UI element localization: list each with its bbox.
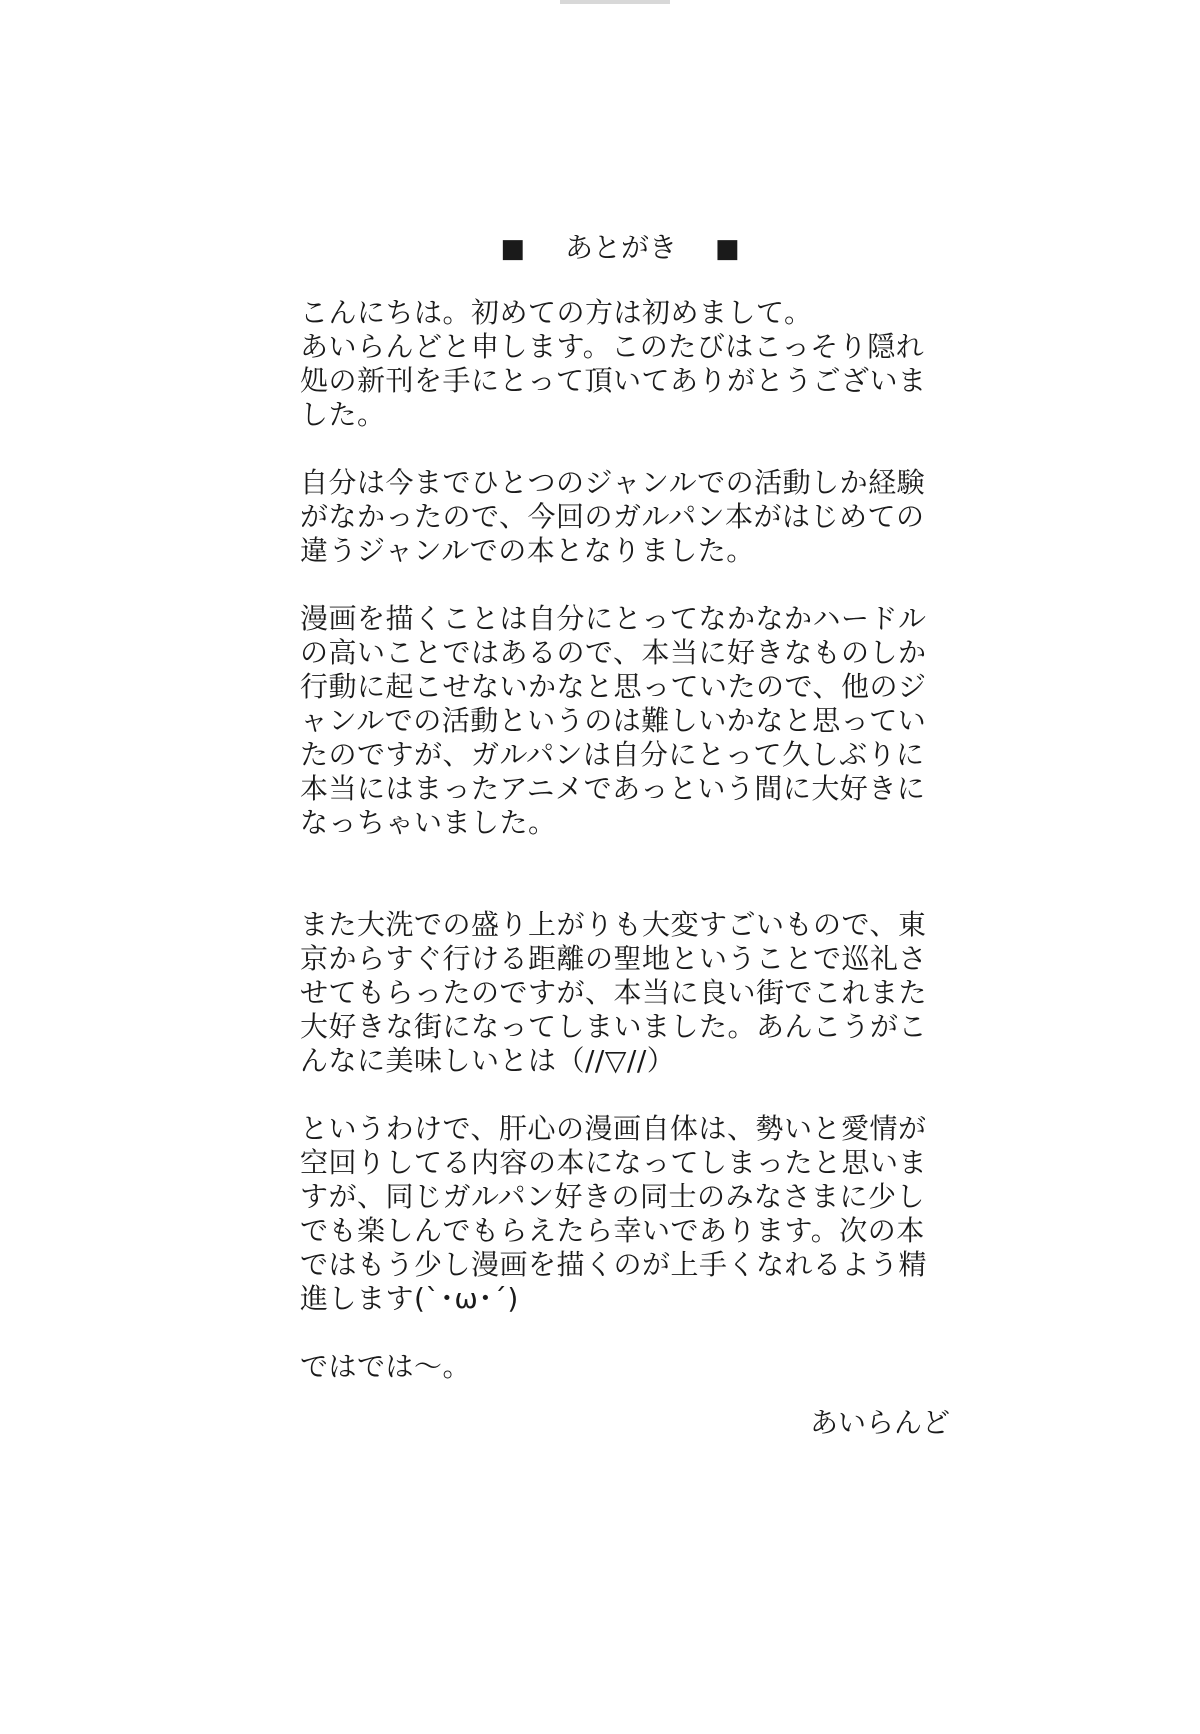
text-line: 本当にはまったアニメであっという間に大好きに: [300, 772, 926, 805]
afterword-body: [300, 296, 945, 1384]
text-line: 行動に起こせないかなと思っていたので、他のジ: [300, 670, 927, 703]
text-line: 京からすぐ行ける距離の聖地ということで巡礼さ: [300, 942, 928, 975]
right-square-mark: ■: [715, 234, 740, 264]
text-line: なっちゃいました。: [300, 806, 557, 839]
text-line: の高いことではあるので、本当に好きなものしか: [300, 636, 927, 669]
text-line: すが、同じガルパン好きの同士のみなさまに少し: [300, 1180, 926, 1213]
text-line: でも楽しんでもらえたら幸いであります。次の本: [300, 1214, 925, 1247]
paragraph-manga: [300, 602, 945, 840]
left-square-mark: ■: [500, 234, 525, 264]
page-top-mark: [560, 0, 670, 4]
text-line: また大洗での盛り上がりも大変すごいもので、東: [300, 908, 927, 941]
text-line: 違うジャンルでの本となりました。: [300, 534, 755, 567]
text-line: 漫画を描くことは自分にとってなかなかハードル: [300, 602, 927, 635]
text-line: した。: [300, 398, 386, 431]
page-title: [300, 228, 940, 269]
paragraph-greeting: [300, 296, 945, 432]
text-line: ャンルでの活動というのは難しいかなと思ってい: [300, 704, 927, 737]
text-line: 空回りしてる内容の本になってしまったと思いま: [300, 1146, 928, 1179]
text-line: ではもう少し漫画を描くのが上手くなれるよう精: [300, 1248, 928, 1281]
text-line: たのですが、ガルパンは自分にとって久しぶりに: [300, 738, 925, 771]
text-line: こんにちは。初めての方は初めまして。: [300, 296, 813, 329]
text-line: というわけで、肝心の漫画自体は、勢いと愛情が: [300, 1112, 927, 1145]
text-line: 大好きな街になってしまいました。あんこうがこ: [300, 1010, 928, 1043]
paragraph-closing: [300, 1112, 945, 1316]
text-line: がなかったので、今回のガルパン本がはじめての: [300, 500, 925, 533]
text-line: 進します(`･ω･´): [300, 1282, 519, 1315]
paragraph-oarai: [300, 908, 945, 1078]
text-line: 処の新刊を手にとって頂いてありがとうございま: [300, 364, 927, 397]
text-line: ではでは～。: [300, 1350, 472, 1383]
paragraph-genre: [300, 466, 945, 568]
title-text: あとがき: [564, 231, 677, 264]
paragraph-farewell: [300, 1350, 945, 1384]
text-line: 自分は今までひとつのジャンルでの活動しか経験: [300, 466, 926, 499]
author-signature: あいらんど: [809, 1406, 950, 1439]
text-line: んなに美味しいとは（//▽//）: [300, 1044, 676, 1077]
text-line: あいらんどと申します。このたびはこっそり隠れ: [300, 330, 925, 363]
text-line: せてもらったのですが、本当に良い街でこれまた: [300, 976, 928, 1009]
